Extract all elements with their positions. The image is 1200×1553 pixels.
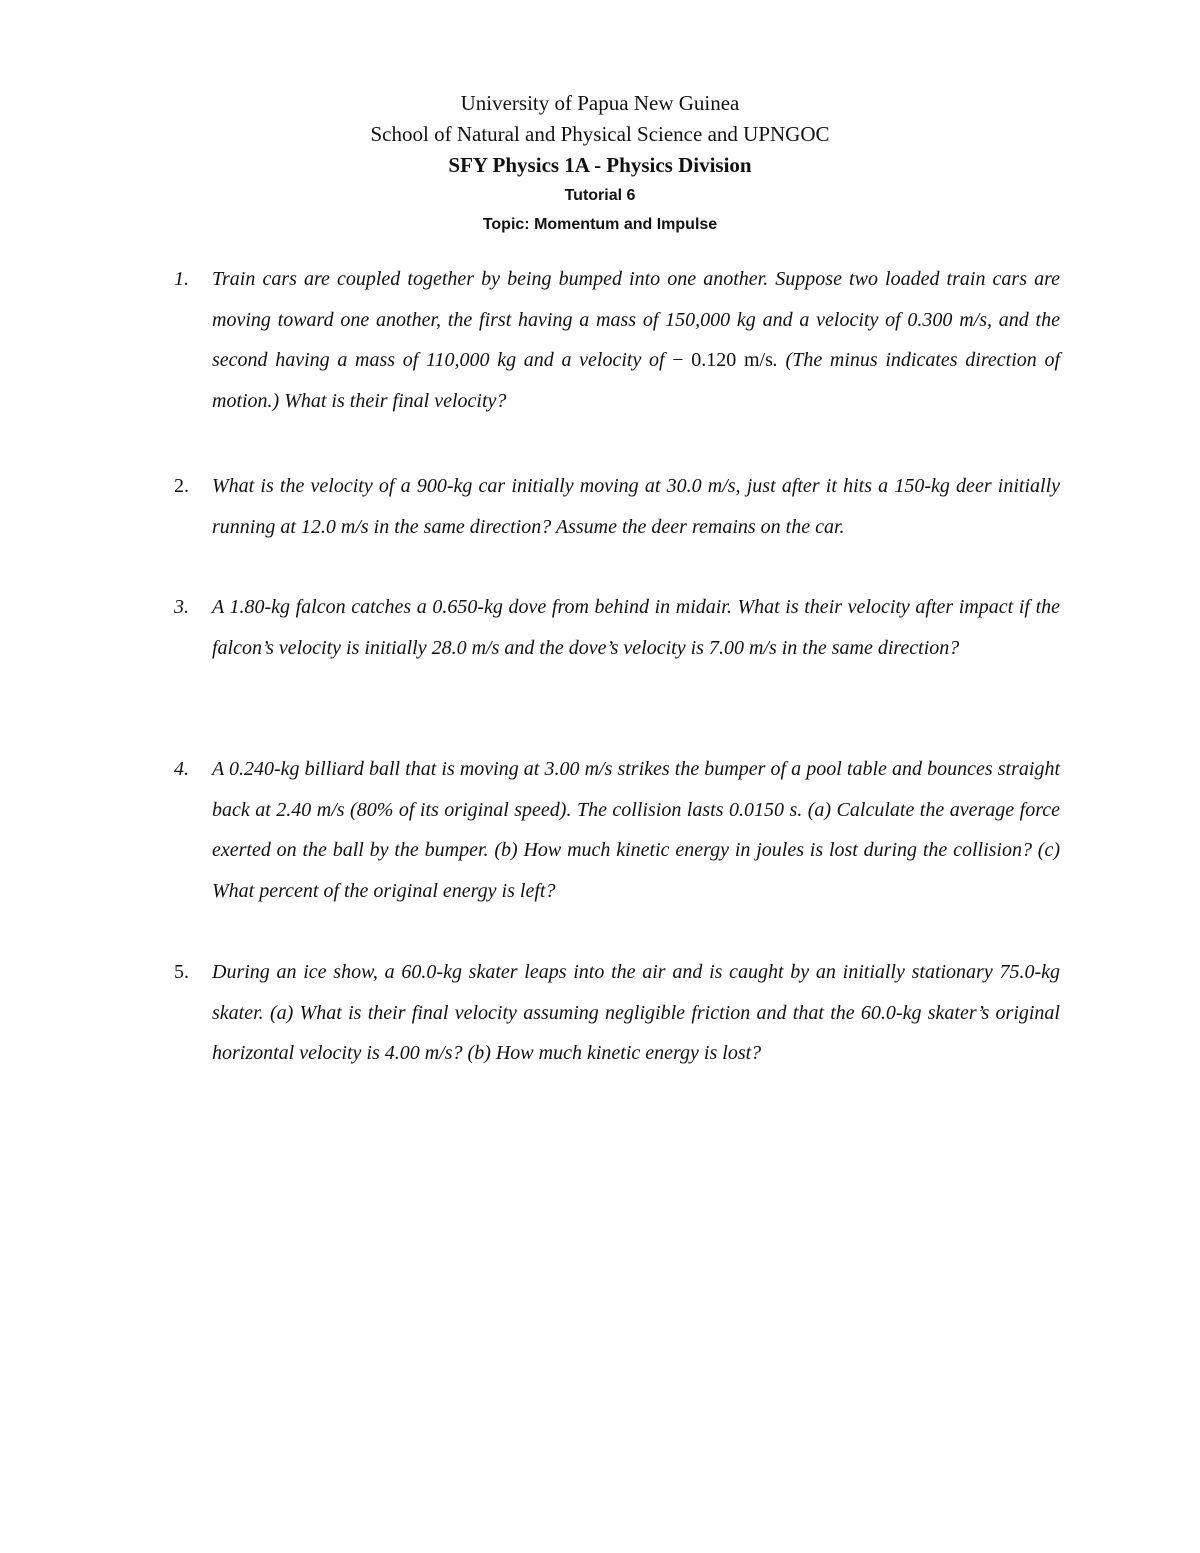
question-item — [174, 749, 1060, 911]
question-text-part: . (The minus indicates direction of motion.) What is their final velocity? — [212, 349, 1060, 412]
question-text-part: Train cars are coupled together by being bumped into one another. Suppose two loaded train cars are moving toward one another, the first having a mass of 150,000 kg and a velocity of 0.300 m/s, and the second having a mass of 110,000 kg and a velocity of — [212, 268, 1060, 371]
topic-title: Topic: Momentum and Impulse — [482, 216, 718, 233]
question-number: 2. — [174, 475, 189, 497]
question-item — [174, 259, 1060, 421]
question-text — [212, 259, 1060, 421]
question-item — [174, 952, 1060, 1074]
course-title: SFY Physics 1A - Physics Division — [448, 153, 752, 177]
question-item — [174, 466, 1060, 547]
question-text: What is the velocity of a 900-kg car initially moving at 30.0 m/s, just after it hits a 150-kg deer initially running at 12.0 m/s in the same direction? Assume the deer remains on the car. — [212, 475, 1060, 538]
school-name: School of Natural and Physical Science and UPNGOC — [370, 122, 830, 146]
question-number: 3. — [174, 596, 189, 618]
question-text: During an ice show, a 60.0-kg skater leaps into the air and is caught by an initially stationary 75.0-kg skater. (a) What is their final velocity assuming negligible friction and that the 60.0-kg skater’s original horizontal velocity is 4.00 m/s? (b) How much kinetic energy is lost? — [212, 961, 1060, 1064]
question-number: 4. — [174, 758, 189, 780]
tutorial-number: Tutorial 6 — [564, 187, 636, 204]
question-number: 5. — [174, 961, 189, 983]
question-item — [174, 587, 1060, 668]
question-text: A 0.240-kg billiard ball that is moving at 3.00 m/s strikes the bumper of a pool table and bounces straight back at 2.40 m/s (80% of its original speed). The collision lasts 0.0150 s. (a) Calculate the average force exerted on the ball by the bumper. (b) How much kinetic energy in joules is lost during the collision? (c) What percent of the original energy is left? — [212, 758, 1060, 902]
question-text: A 1.80-kg falcon catches a 0.650-kg dove from behind in midair. What is their velocity after impact if the falcon’s velocity is initially 28.0 m/s and the dove’s velocity is 7.00 m/s in the same direction? — [212, 596, 1060, 659]
document-header — [0, 88, 1200, 239]
question-number: 1. — [174, 268, 189, 290]
university-name: University of Papua New Guinea — [460, 91, 740, 115]
velocity-expression: − 0.120 m/s — [672, 349, 773, 371]
